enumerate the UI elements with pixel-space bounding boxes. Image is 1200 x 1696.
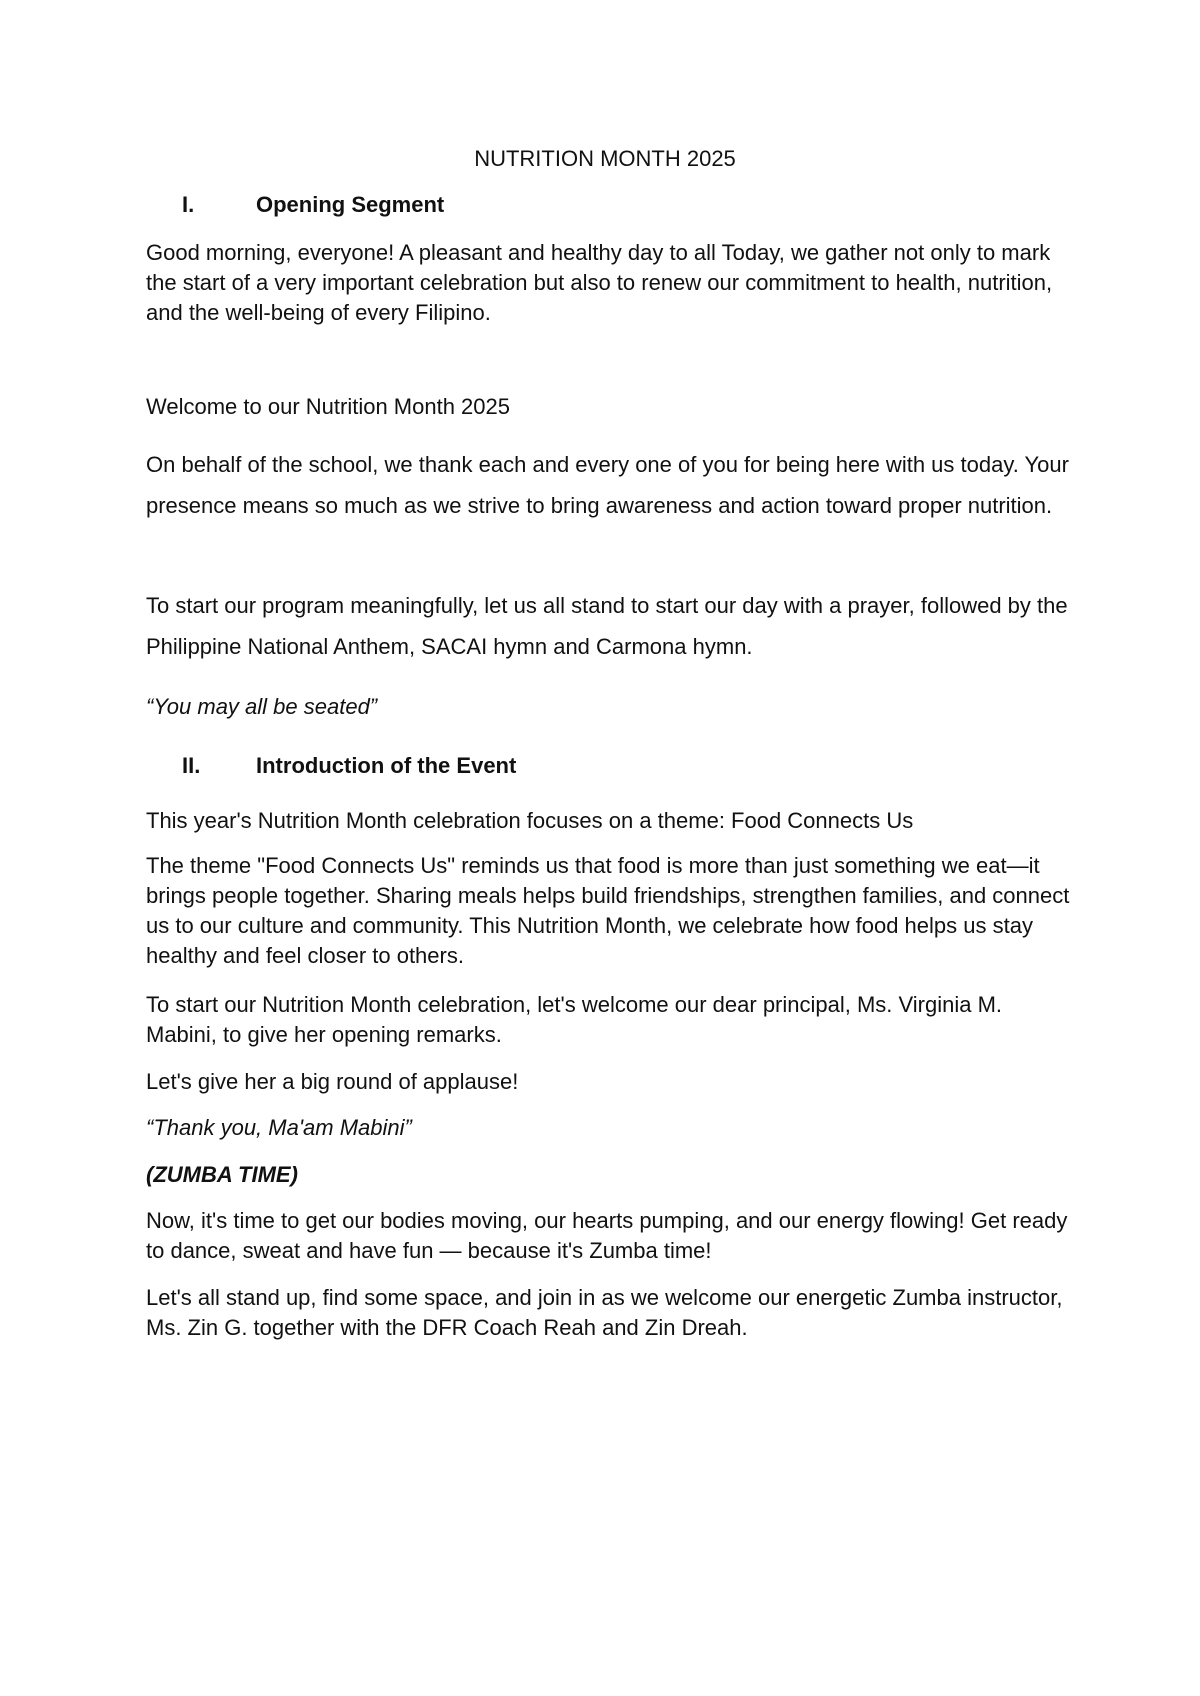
paragraph-thanks: On behalf of the school, we thank each and every one of you for being here with us today. Your presence means so much as we strive to bring awareness and action toward proper nutrition.	[146, 452, 1069, 518]
section-title: Opening Segment	[256, 192, 445, 217]
paragraph-theme-intro: This year's Nutrition Month celebration focuses on a theme: Food Connects Us	[146, 808, 914, 833]
zumba-heading: (ZUMBA TIME)	[146, 1162, 298, 1187]
paragraph-zumba-instructor: Let's all stand up, find some space, and join in as we welcome our energetic Zumba instructor, Ms. Zin G. together with the DFR Coach Reah and Zin Dreah.	[146, 1285, 1063, 1340]
section-heading-opening	[182, 192, 444, 218]
paragraph-principal: To start our Nutrition Month celebration, let's welcome our dear principal, Ms. Virginia M. Mabini, to give her opening remarks.	[146, 992, 1003, 1047]
paragraph-zumba-intro: Now, it's time to get our bodies moving, our hearts pumping, and our energy flowing! Get ready to dance, sweat and have fun — because it's Zumba time!	[146, 1208, 1068, 1263]
paragraph-seated-quote: “You may all be seated”	[146, 694, 378, 719]
paragraph-greeting: Good morning, everyone! A pleasant and healthy day to all Today, we gather not only to mark the start of a very important celebration but also to renew our commitment to health, nutrition, and the well-being of every Filipino.	[146, 240, 1053, 325]
section-numeral: II.	[182, 753, 201, 778]
section-heading-introduction	[182, 753, 516, 779]
document-title: NUTRITION MONTH 2025	[474, 146, 736, 171]
paragraph-applause: Let's give her a big round of applause!	[146, 1069, 519, 1094]
paragraph-program-start: To start our program meaningfully, let us all stand to start our day with a prayer, followed by the Philippine National Anthem, SACAI hymn and Carmona hymn.	[146, 593, 1068, 659]
paragraph-welcome: Welcome to our Nutrition Month 2025	[146, 394, 510, 419]
paragraph-theme-description: The theme "Food Connects Us" reminds us that food is more than just something we eat—it brings people together. Sharing meals helps build friendships, strengthen families, and connect us to our culture and community. This Nutrition Month, we celebrate how food helps us stay healthy and feel closer to others.	[146, 853, 1070, 968]
section-numeral: I.	[182, 192, 195, 217]
section-title: Introduction of the Event	[256, 753, 517, 778]
paragraph-thank-you-quote: “Thank you, Ma'am Mabini”	[146, 1115, 412, 1140]
